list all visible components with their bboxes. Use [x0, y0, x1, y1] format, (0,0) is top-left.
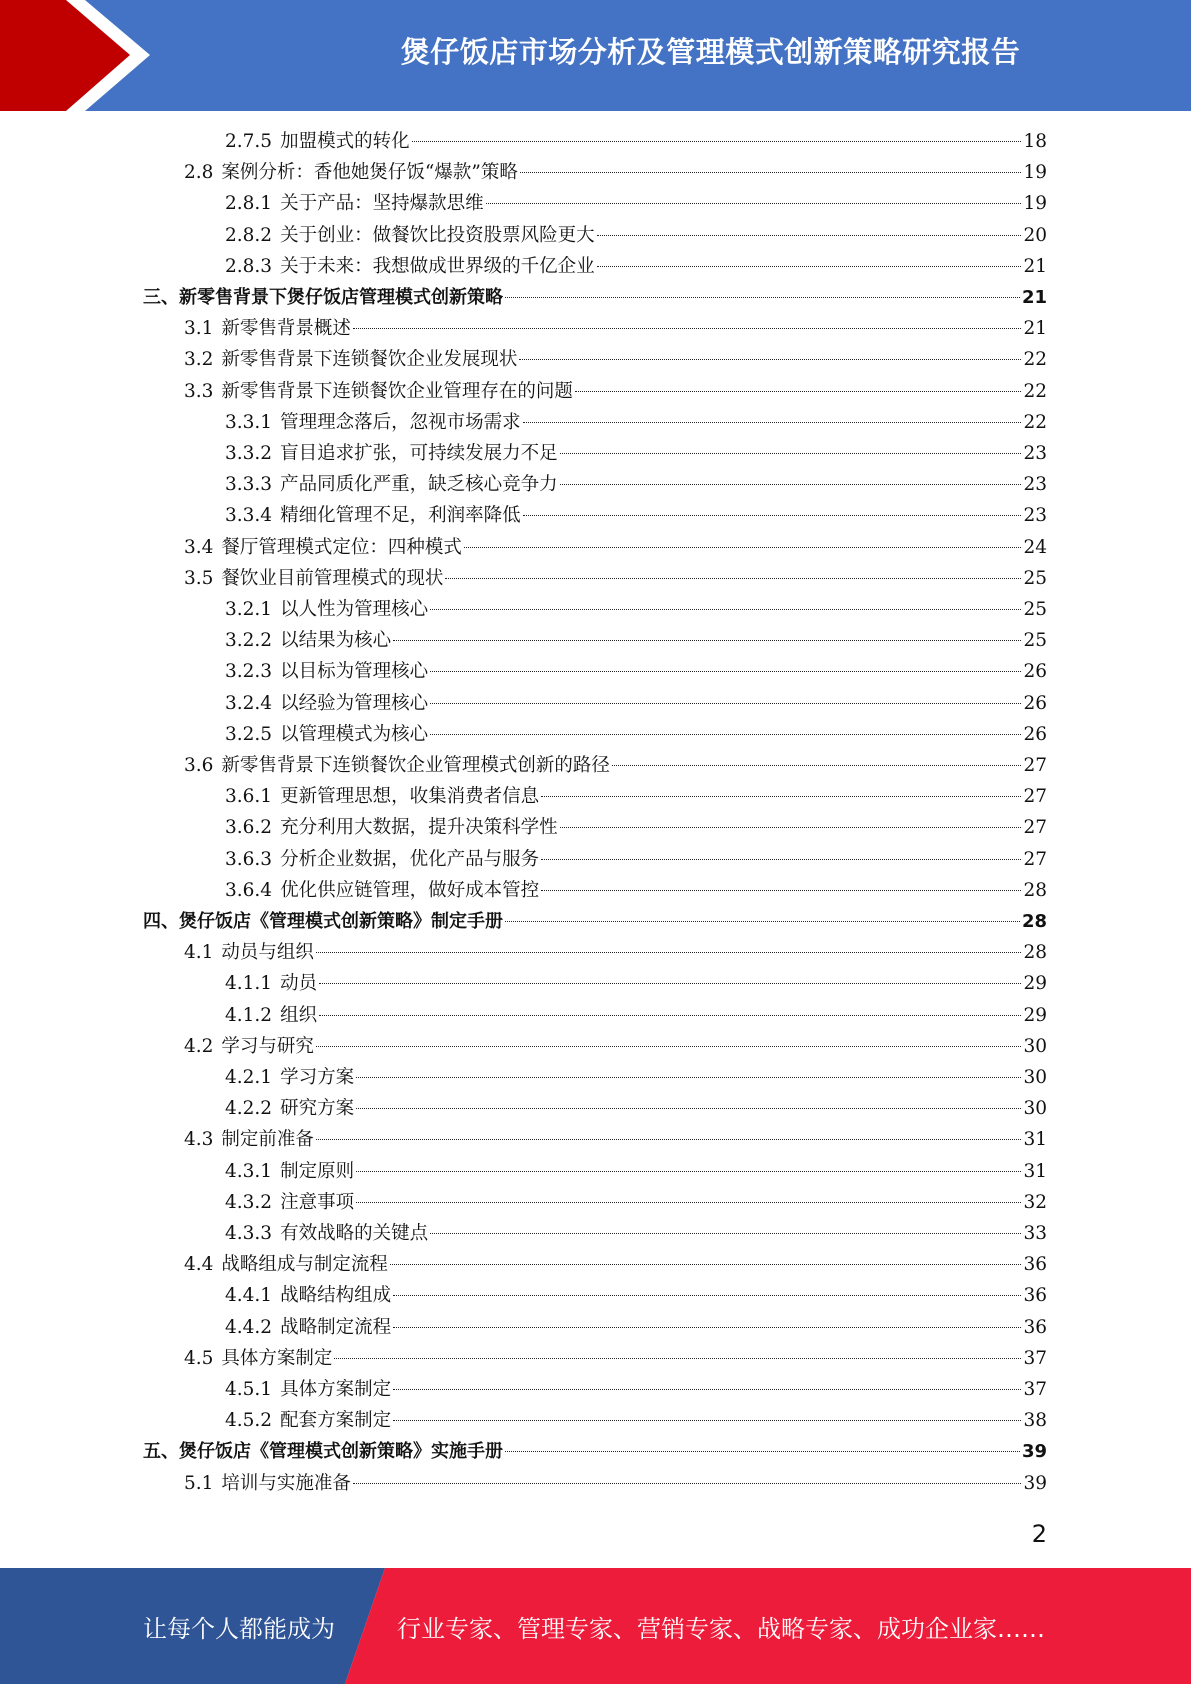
toc-entry-page: 22	[1023, 411, 1047, 433]
toc-dot-leader	[560, 484, 1022, 485]
toc-entry-title: 新零售背景概述	[221, 318, 351, 340]
toc-entry[interactable]	[184, 1032, 1047, 1063]
toc-entry-title: 以目标为管理核心	[280, 661, 429, 683]
toc-entry-number: 3.2.1	[225, 599, 273, 620]
toc-dot-leader	[560, 827, 1022, 828]
toc-dot-leader	[393, 640, 1021, 641]
toc-entry[interactable]	[225, 501, 1047, 532]
toc-entry-title: 动员与组织	[221, 942, 314, 964]
toc-entry[interactable]	[184, 314, 1047, 345]
toc-entry-number: 4.5	[184, 1347, 214, 1369]
toc-entry-title: 精细化管理不足，利润率降低	[280, 505, 521, 527]
toc-entry-title: 具体方案制定	[280, 1379, 392, 1400]
toc-entry[interactable]	[143, 1437, 1047, 1468]
toc-entry-number: 3.2	[184, 349, 214, 371]
toc-entry-number: 3.5	[184, 567, 214, 589]
toc-entry-page: 31	[1023, 1160, 1047, 1182]
toc-entry-page: 30	[1023, 1098, 1047, 1120]
toc-entry-number: 3.2.5	[225, 723, 273, 745]
toc-entry-title: 新零售背景下连锁餐饮企业管理模式创新的路径	[221, 755, 610, 776]
toc-dot-leader	[353, 1483, 1022, 1484]
toc-entry-page: 25	[1023, 567, 1047, 589]
footer-slogan-right: 行业专家、管理专家、营销专家、战略专家、成功企业家……	[397, 1614, 1045, 1643]
toc-entry[interactable]	[184, 1469, 1047, 1500]
toc-entry-title: 分析企业数据，优化产品与服务	[280, 848, 540, 870]
toc-entry-number: 3.1	[184, 318, 214, 340]
toc-entry[interactable]	[225, 969, 1047, 1000]
toc-entry[interactable]	[225, 1157, 1047, 1188]
toc-entry-page: 24	[1023, 536, 1047, 558]
toc-entry[interactable]	[184, 158, 1047, 189]
toc-entry-title: 学习与研究	[221, 1035, 314, 1057]
document-title: 煲仔饭店市场分析及管理模式创新策略研究报告	[400, 34, 1021, 69]
toc-dot-leader	[505, 921, 1020, 922]
toc-entry-page: 32	[1023, 1191, 1047, 1213]
toc-entry-page: 28	[1023, 942, 1047, 964]
toc-entry-title: 制定前准备	[221, 1129, 314, 1151]
toc-entry-title: 动员	[280, 973, 318, 995]
toc-entry-title: 学习方案	[280, 1067, 355, 1088]
toc-entry[interactable]	[225, 657, 1047, 688]
toc-entry-page: 31	[1023, 1129, 1047, 1151]
toc-entry-page: 29	[1023, 973, 1047, 995]
toc-entry-title: 新零售背景下煲仔饭店管理模式创新策略	[179, 287, 503, 308]
toc-entry[interactable]	[225, 408, 1047, 439]
toc-entry-page: 27	[1023, 817, 1047, 839]
toc-entry-page: 19	[1023, 162, 1047, 184]
toc-entry-number: 3.2.3	[225, 661, 273, 683]
toc-entry[interactable]	[184, 751, 1047, 782]
toc-dot-leader	[356, 1077, 1021, 1078]
toc-dot-leader	[505, 297, 1020, 298]
toc-entry[interactable]	[184, 1344, 1047, 1375]
toc-entry-title: 盲目追求扩张，可持续发展力不足	[280, 443, 558, 464]
toc-dot-leader	[523, 422, 1022, 423]
toc-entry-number: 4.1.1	[225, 973, 273, 995]
toc-entry[interactable]	[184, 564, 1047, 595]
toc-dot-leader	[597, 266, 1022, 267]
toc-dot-leader	[316, 952, 1022, 953]
toc-dot-leader	[356, 1108, 1021, 1109]
toc-dot-leader	[353, 328, 1022, 329]
toc-entry-page: 29	[1023, 1004, 1047, 1026]
toc-entry-page: 18	[1023, 131, 1047, 152]
page-header	[0, 0, 1191, 111]
toc-dot-leader	[445, 578, 1021, 579]
toc-entry-title: 更新管理思想，收集消费者信息	[280, 786, 540, 808]
toc-entry[interactable]	[184, 345, 1047, 376]
toc-entry-title: 战略组成与制定流程	[221, 1254, 388, 1276]
toc-entry[interactable]	[184, 938, 1047, 969]
toc-dot-leader	[612, 765, 1022, 766]
toc-dot-leader	[519, 359, 1021, 360]
toc-entry-title: 煲仔饭店《管理模式创新策略》实施手册	[179, 1441, 503, 1463]
toc-entry-page: 33	[1023, 1223, 1047, 1244]
toc-entry[interactable]	[225, 189, 1047, 220]
toc-entry-page: 27	[1023, 786, 1047, 808]
toc-entry[interactable]	[225, 1313, 1047, 1344]
toc-entry-number: 4.2.2	[225, 1098, 273, 1120]
toc-entry-number: 4.3.3	[225, 1223, 273, 1244]
toc-dot-leader	[575, 391, 1022, 392]
toc-entry-page: 25	[1023, 599, 1047, 620]
toc-entry[interactable]	[184, 1125, 1047, 1156]
toc-entry-number: 三、	[143, 287, 179, 308]
toc-dot-leader	[505, 1451, 1020, 1452]
toc-entry[interactable]	[225, 127, 1047, 158]
toc-entry-page: 28	[1021, 911, 1047, 932]
toc-entry-number: 3.6.1	[225, 786, 273, 808]
toc-entry-page: 21	[1023, 318, 1047, 340]
toc-entry-number: 四、	[143, 911, 179, 932]
toc-entry-page: 26	[1023, 723, 1047, 745]
toc-entry-page: 25	[1023, 630, 1047, 652]
page-footer	[0, 1568, 1191, 1684]
toc-entry[interactable]	[225, 1001, 1047, 1032]
toc-entry-number: 4.3	[184, 1129, 214, 1151]
toc-entry-page: 26	[1023, 692, 1047, 714]
toc-entry-page: 39	[1023, 1472, 1047, 1494]
toc-dot-leader	[393, 1327, 1021, 1328]
toc-entry-number: 3.3.1	[225, 411, 273, 433]
toc-entry-page: 22	[1023, 380, 1047, 402]
toc-entry[interactable]	[225, 252, 1047, 283]
toc-dot-leader	[319, 983, 1021, 984]
toc-entry[interactable]	[225, 689, 1047, 720]
toc-entry-number: 3.6.4	[225, 879, 273, 901]
toc-dot-leader	[430, 1233, 1021, 1234]
toc-entry-number: 4.5.1	[225, 1379, 273, 1400]
toc-dot-leader	[334, 1358, 1021, 1359]
toc-dot-leader	[597, 235, 1022, 236]
toc-dot-leader	[430, 671, 1021, 672]
toc-dot-leader	[541, 859, 1021, 860]
toc-entry-title: 战略结构组成	[280, 1285, 392, 1307]
toc-dot-leader	[356, 1202, 1021, 1203]
toc-entry-title: 以管理模式为核心	[280, 723, 429, 745]
toc-entry-page: 36	[1023, 1254, 1047, 1276]
toc-entry-number: 3.4	[184, 536, 214, 558]
toc-entry[interactable]	[225, 1406, 1047, 1437]
toc-entry-title: 新零售背景下连锁餐饮企业管理存在的问题	[221, 380, 573, 402]
toc-entry-number: 4.1.2	[225, 1004, 273, 1026]
toc-dot-leader	[316, 1139, 1022, 1140]
toc-entry-number: 3.6.2	[225, 817, 273, 839]
header-arrow-decoration	[0, 0, 160, 111]
toc-entry[interactable]	[225, 1219, 1047, 1250]
toc-entry-number: 2.8	[184, 162, 214, 184]
toc-entry-title: 以结果为核心	[280, 630, 392, 652]
toc-dot-leader	[356, 1171, 1021, 1172]
toc-entry[interactable]	[225, 876, 1047, 907]
toc-dot-leader	[430, 734, 1021, 735]
toc-entry-page: 21	[1023, 255, 1047, 277]
toc-entry-number: 3.2.4	[225, 692, 273, 714]
toc-entry-number: 2.7.5	[225, 131, 273, 152]
toc-entry-number: 4.3.2	[225, 1191, 273, 1213]
toc-entry-number: 3.3.2	[225, 443, 273, 464]
toc-dot-leader	[390, 1264, 1022, 1265]
toc-entry-title: 新零售背景下连锁餐饮企业发展现状	[221, 349, 518, 371]
toc-entry[interactable]	[184, 377, 1047, 408]
toc-entry[interactable]	[225, 1063, 1047, 1094]
toc-dot-leader	[523, 515, 1022, 516]
toc-entry[interactable]	[225, 439, 1047, 470]
toc-dot-leader	[393, 1295, 1021, 1296]
toc-dot-leader	[393, 1420, 1021, 1421]
toc-entry-page: 26	[1023, 661, 1047, 683]
toc-entry[interactable]	[184, 1250, 1047, 1281]
toc-dot-leader	[393, 1389, 1021, 1390]
toc-entry-title: 战略制定流程	[280, 1316, 392, 1338]
toc-entry[interactable]	[225, 1375, 1047, 1406]
toc-entry-number: 2.8.3	[225, 255, 273, 277]
toc-entry[interactable]	[225, 720, 1047, 751]
toc-entry[interactable]	[225, 626, 1047, 657]
toc-entry-number: 4.4.2	[225, 1316, 273, 1338]
toc-entry[interactable]	[225, 221, 1047, 252]
page-number: 2	[1031, 1520, 1047, 1548]
toc-entry-title: 加盟模式的转化	[280, 131, 410, 152]
toc-dot-leader	[430, 703, 1021, 704]
toc-entry-page: 23	[1023, 474, 1047, 496]
toc-entry-page: 28	[1023, 879, 1047, 901]
toc-entry-page: 20	[1023, 224, 1047, 246]
toc-dot-leader	[412, 141, 1022, 142]
toc-entry-page: 22	[1023, 349, 1047, 371]
toc-entry-page: 37	[1023, 1347, 1047, 1369]
toc-entry-number: 4.1	[184, 942, 214, 964]
toc-entry-title: 以经验为管理核心	[280, 692, 429, 714]
toc-entry-number: 4.3.1	[225, 1160, 273, 1182]
toc-dot-leader	[319, 1015, 1021, 1016]
toc-entry-title: 充分利用大数据，提升决策科学性	[280, 817, 558, 839]
toc-entry-title: 研究方案	[280, 1098, 355, 1120]
toc-entry-number: 3.2.2	[225, 630, 273, 652]
toc-entry-number: 4.5.2	[225, 1410, 273, 1432]
toc-entry[interactable]	[225, 470, 1047, 501]
toc-entry-page: 19	[1023, 193, 1047, 215]
toc-entry-page: 23	[1023, 443, 1047, 464]
toc-entry-number: 3.6.3	[225, 848, 273, 870]
toc-entry-number: 五、	[143, 1441, 179, 1463]
toc-entry-page: 36	[1023, 1285, 1047, 1307]
toc-entry-title: 关于创业：做餐饮比投资股票风险更大	[280, 224, 595, 246]
toc-entry-number: 3.3	[184, 380, 214, 402]
toc-entry-page: 27	[1023, 755, 1047, 776]
toc-entry[interactable]	[184, 533, 1047, 564]
toc-entry-title: 有效战略的关键点	[280, 1223, 429, 1244]
toc-entry-title: 关于未来：我想做成世界级的千亿企业	[280, 255, 595, 277]
toc-entry-title: 组织	[280, 1004, 318, 1026]
footer-slogan-left: 让每个人都能成为	[143, 1614, 335, 1643]
toc-entry-number: 4.4.1	[225, 1285, 273, 1307]
toc-entry-page: 21	[1021, 287, 1047, 308]
toc-entry-number: 3.6	[184, 755, 214, 776]
toc-entry-page: 36	[1023, 1316, 1047, 1338]
toc-dot-leader	[560, 453, 1022, 454]
toc-entry-page: 39	[1021, 1441, 1047, 1463]
toc-entry-page: 38	[1023, 1410, 1047, 1432]
toc-entry-page: 27	[1023, 848, 1047, 870]
toc-entry-title: 管理理念落后，忽视市场需求	[280, 411, 521, 433]
toc-entry-number: 2.8.1	[225, 193, 273, 215]
toc-entry-page: 23	[1023, 505, 1047, 527]
toc-entry-title: 优化供应链管理，做好成本管控	[280, 879, 540, 901]
toc-entry[interactable]	[225, 845, 1047, 876]
toc-entry-number: 5.1	[184, 1472, 214, 1494]
toc-dot-leader	[486, 203, 1022, 204]
toc-entry[interactable]	[143, 907, 1047, 938]
toc-entry[interactable]	[225, 1281, 1047, 1312]
toc-entry-title: 以人性为管理核心	[280, 599, 429, 620]
toc-entry[interactable]	[225, 782, 1047, 813]
toc-entry[interactable]	[143, 283, 1047, 314]
toc-entry-page: 30	[1023, 1067, 1047, 1088]
toc-entry-number: 4.2.1	[225, 1067, 273, 1088]
toc-entry[interactable]	[225, 1188, 1047, 1219]
toc-dot-leader	[541, 890, 1021, 891]
toc-entry-title: 制定原则	[280, 1160, 355, 1182]
toc-entry-page: 37	[1023, 1379, 1047, 1400]
toc-entry-title: 产品同质化严重，缺乏核心竞争力	[280, 474, 558, 496]
toc-entry-title: 餐厅管理模式定位：四种模式	[221, 536, 462, 558]
toc-entry-number: 4.2	[184, 1035, 214, 1057]
toc-entry-page: 30	[1023, 1035, 1047, 1057]
toc-entry-title: 关于产品：坚持爆款思维	[280, 193, 484, 215]
toc-entry[interactable]	[225, 595, 1047, 626]
toc-entry-title: 配套方案制定	[280, 1410, 392, 1432]
toc-dot-leader	[464, 547, 1022, 548]
toc-dot-leader	[541, 796, 1021, 797]
toc-entry-number: 2.8.2	[225, 224, 273, 246]
toc-dot-leader	[316, 1046, 1022, 1047]
toc-entry-title: 培训与实施准备	[221, 1472, 351, 1494]
toc-entry-title: 具体方案制定	[221, 1347, 333, 1369]
toc-entry-title: 煲仔饭店《管理模式创新策略》制定手册	[179, 911, 503, 932]
toc-dot-leader	[520, 172, 1022, 173]
toc-entry-number: 3.3.3	[225, 474, 273, 496]
toc-entry[interactable]	[225, 813, 1047, 844]
toc-entry[interactable]	[225, 1094, 1047, 1125]
toc-entry-title: 案例分析：香他她煲仔饭“爆款”策略	[221, 162, 518, 184]
toc-entry-title: 注意事项	[280, 1191, 355, 1213]
toc-entry-number: 3.3.4	[225, 505, 273, 527]
toc-entry-number: 4.4	[184, 1254, 214, 1276]
toc-dot-leader	[430, 609, 1021, 610]
toc-entry-title: 餐饮业目前管理模式的现状	[221, 567, 444, 589]
